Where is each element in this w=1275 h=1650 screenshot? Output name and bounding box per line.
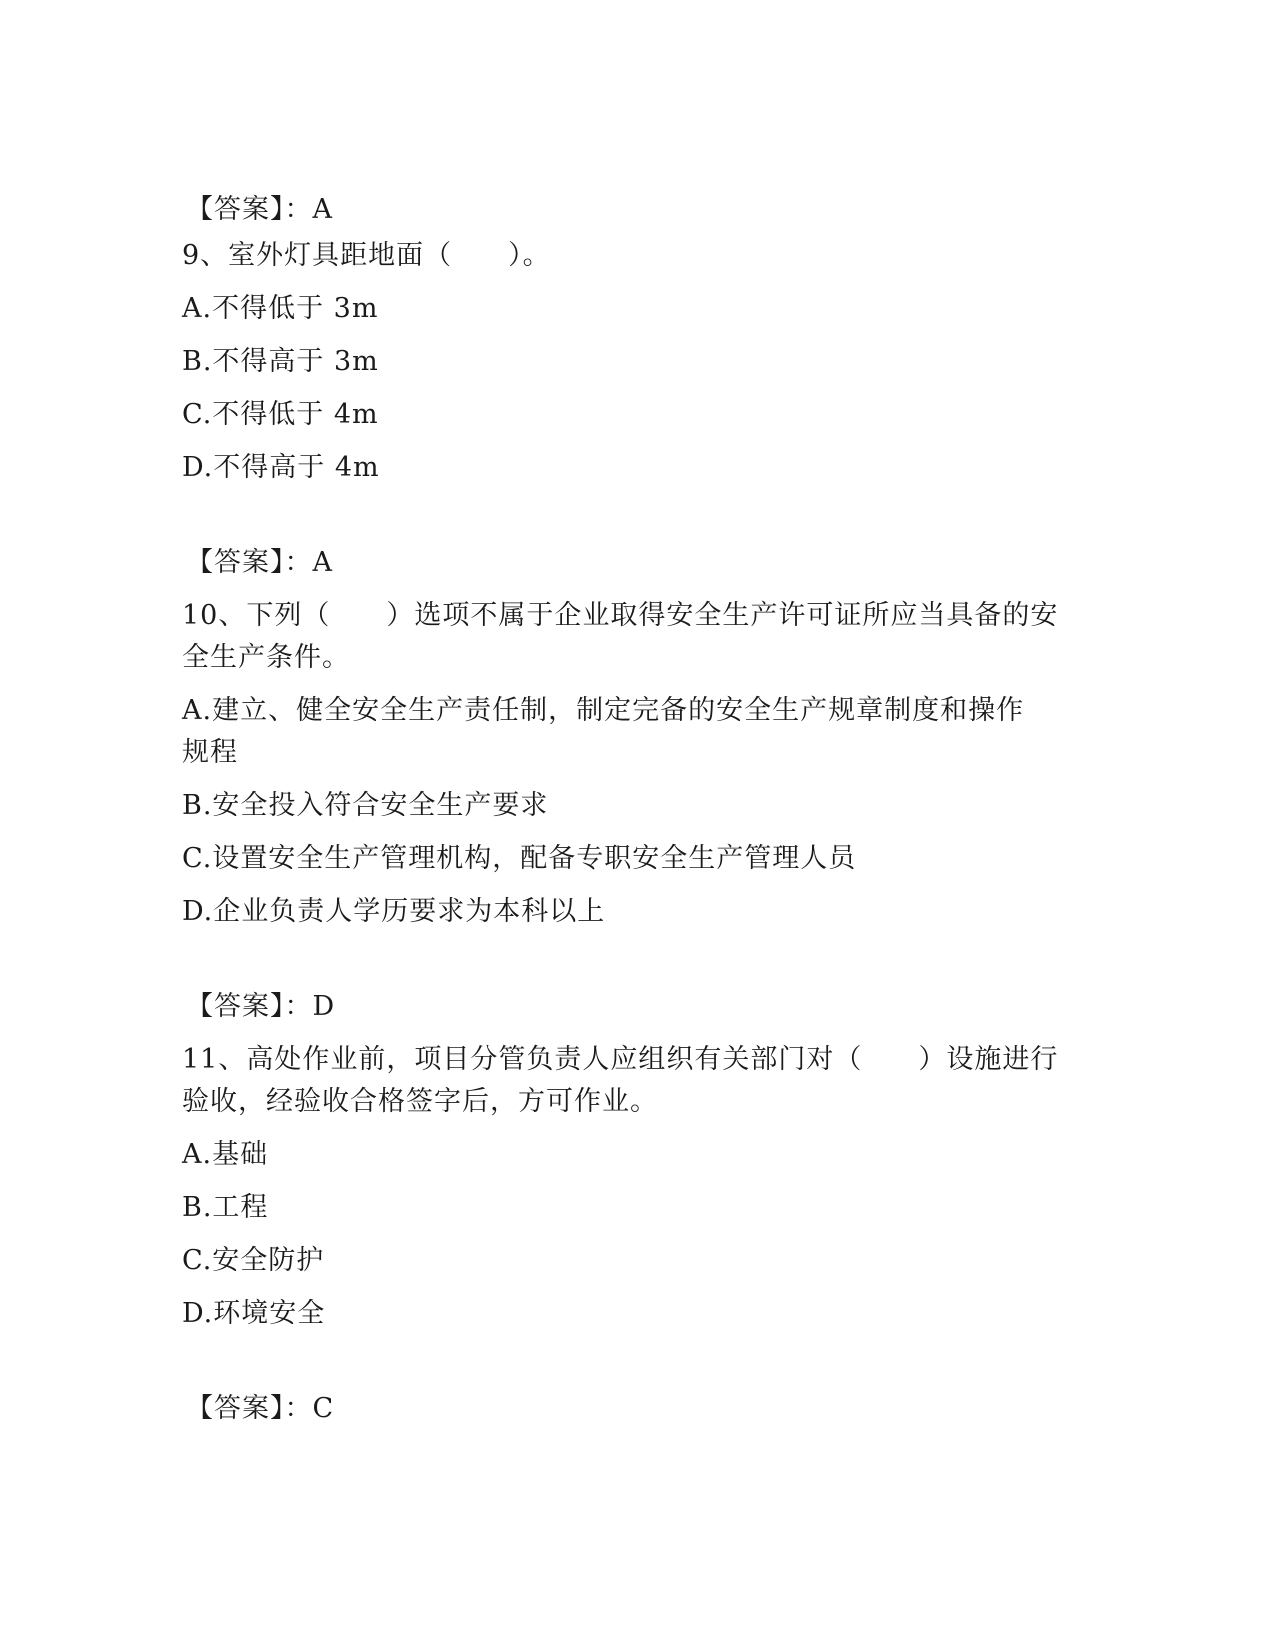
q11-option-c: C.安全防护 [182, 1245, 325, 1276]
q9-option-b: B.不得高于 3m [182, 346, 379, 377]
q11-option-a: A.基础 [182, 1139, 269, 1170]
q10-option-a-line-1: A.建立、健全安全生产责任制，制定完备的安全生产规章制度和操作 [182, 695, 1025, 726]
q11-option-d: D.环境安全 [182, 1298, 326, 1329]
question-9: 9、室外灯具距地面（ ）。 [182, 240, 551, 271]
q9-option-c: C.不得低于 4m [182, 399, 379, 430]
q11-option-b: B.工程 [182, 1192, 269, 1223]
question-11-line-2: 验收，经验收合格签字后，方可作业。 [182, 1086, 658, 1117]
q10-option-d: D.企业负责人学历要求为本科以上 [182, 896, 606, 927]
question-10-line-2: 全生产条件。 [182, 642, 350, 673]
q10-option-c: C.设置安全生产管理机构，配备专职安全生产管理人员 [182, 843, 857, 874]
answer-9: 【答案】：A [186, 547, 333, 578]
question-10-line-1: 10、下列（ ）选项不属于企业取得安全生产许可证所应当具备的安 [182, 600, 1059, 631]
q9-option-a: A.不得低于 3m [182, 293, 379, 324]
question-11-line-1: 11、高处作业前，项目分管负责人应组织有关部门对（ ）设施进行 [182, 1044, 1059, 1075]
answer-10: 【答案】：D [186, 991, 336, 1022]
answer-8: 【答案】：A [186, 194, 333, 225]
answer-11: 【答案】：C [186, 1393, 335, 1424]
q10-option-b: B.安全投入符合安全生产要求 [182, 790, 549, 821]
q9-option-d: D.不得高于 4m [182, 452, 380, 483]
q10-option-a-line-2: 规程 [182, 737, 238, 768]
